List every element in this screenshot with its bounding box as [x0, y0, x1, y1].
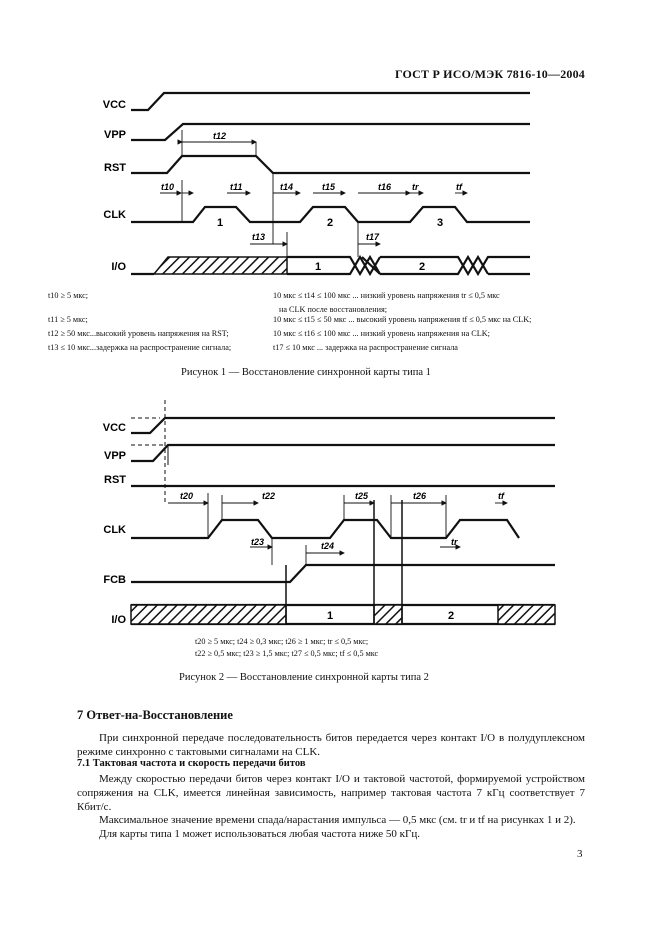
- fig2-note-1: t20 ≥ 5 мкс; t24 ≥ 0,3 мкс; t26 ≥ 1 мкс; tr ≤ 0,5 мкс;: [195, 637, 369, 646]
- t16-label: t16: [378, 182, 392, 192]
- fig1-note-r5: t17 ≤ 10 мкс ... задержка на распространение сигнала: [273, 343, 458, 352]
- t24-label: t24: [321, 541, 335, 551]
- subsection-heading: 7.1 Тактовая частота и скорость передачи битов: [77, 758, 306, 769]
- clk-pulse-2: 2: [326, 217, 334, 229]
- t17-label: t17: [366, 232, 380, 242]
- paragraph-2: Максимальное значение времени спада/нарастания импульса — 0,5 мкс (см. tr и tf на рисунках 1 и 2).: [99, 814, 576, 826]
- fig1-note-r2: на CLK после восстановления;: [279, 305, 388, 314]
- t15-label: t15: [322, 182, 336, 192]
- t14-label: t14: [280, 182, 294, 192]
- t23-label: t23: [251, 537, 265, 547]
- t22-label: t22: [262, 491, 276, 501]
- figure-1-caption: Рисунок 1 — Восстановление синхронной карты типа 1: [181, 367, 431, 378]
- t12-label: t12: [213, 131, 227, 141]
- io-hatch-1: [131, 605, 286, 624]
- paragraph-3: Для карты типа 1 может использоваться любая частота ниже 50 кГц.: [99, 828, 421, 840]
- io-bit-1: 1: [314, 261, 322, 273]
- sig-vcc-label: VCC: [102, 99, 126, 111]
- figure-2-timing-diagram: [0, 395, 661, 635]
- sig2-fcb-label: FCB: [103, 574, 126, 586]
- clk-pulse-1: 1: [216, 217, 224, 229]
- t10-label: t10: [161, 182, 175, 192]
- sig-io-label: I/O: [111, 261, 126, 273]
- fig1-note-l4: t13 ≤ 10 мкс...задержка на распространение сигнала;: [48, 343, 232, 352]
- document-header: ГОСТ Р ИСО/МЭК 7816-10—2004: [394, 67, 585, 81]
- figure-1-timing-diagram: [0, 0, 661, 290]
- io-hatch-3: [498, 605, 555, 624]
- io2-bit-1: 1: [326, 610, 334, 622]
- fig1-note-l1: t10 ≥ 5 мкс;: [48, 291, 89, 300]
- section-heading: 7 Ответ-на-Восстановление: [77, 708, 233, 722]
- sig2-io-label: I/O: [111, 614, 126, 626]
- fig1-note-l2: t11 ≥ 5 мкс;: [48, 315, 88, 324]
- io-undefined-hatch: [154, 257, 287, 274]
- sig2-vpp-label: VPP: [103, 450, 126, 462]
- fig1-note-r3: 10 мкс ≤ t15 ≤ 50 мкс ... высокий уровень напряжения tf ≤ 0,5 мкс на CLK;: [273, 315, 532, 324]
- fig1-note-r1: 10 мкс ≤ t14 ≤ 100 мкс ... низкий уровень напряжения tr ≤ 0,5 мкс: [273, 291, 500, 300]
- sig-clk-label: CLK: [103, 209, 126, 221]
- io-bit-2: 2: [418, 261, 426, 273]
- fig2-note-2: t22 ≥ 0,5 мкс; t23 ≥ 1,5 мкс; t27 ≤ 0,5 мкс; tf ≤ 0,5 мкс: [195, 649, 379, 658]
- sig-vpp-label: VPP: [103, 129, 126, 141]
- tr2-label: tr: [451, 537, 458, 547]
- section-intro: При синхронной передаче последовательность битов передается через контакт I/O в полудуплексном режиме синхронно с тактовыми сигналами на CLK.: [77, 732, 585, 758]
- fig1-note-l3: t12 ≥ 50 мкс...высокий уровень напряжения на RST;: [48, 329, 229, 338]
- paragraph-1: Между скоростью передачи битов через контакт I/O и тактовой частотой, формируемой устройством сопряжения на CLK, имеется линейная зависимость, например тактовая частота 7 кГц соответствует 7 Кбит/с.: [77, 773, 585, 813]
- page-number: 3: [577, 848, 583, 860]
- io-hatch-2: [374, 605, 402, 624]
- sig-rst-label: RST: [104, 162, 126, 174]
- tr-label: tr: [412, 182, 419, 192]
- t13-label: t13: [252, 232, 266, 242]
- sig2-clk-label: CLK: [103, 524, 126, 536]
- sig2-rst-label: RST: [104, 474, 126, 486]
- tf-label: tf: [456, 182, 462, 192]
- figure-2-caption: Рисунок 2 — Восстановление синхронной карты типа 2: [179, 672, 429, 683]
- t26-label: t26: [413, 491, 427, 501]
- t25-label: t25: [355, 491, 369, 501]
- tf2-label: tf: [498, 491, 504, 501]
- sig2-vcc-label: VCC: [102, 422, 126, 434]
- t11-label: t11: [230, 182, 243, 192]
- fig1-note-r4: 10 мкс ≤ t16 ≤ 100 мкс ... низкий уровень напряжения на CLK;: [273, 329, 490, 338]
- io2-bit-2: 2: [447, 610, 455, 622]
- t20-label: t20: [180, 491, 194, 501]
- clk-pulse-3: 3: [436, 217, 444, 229]
